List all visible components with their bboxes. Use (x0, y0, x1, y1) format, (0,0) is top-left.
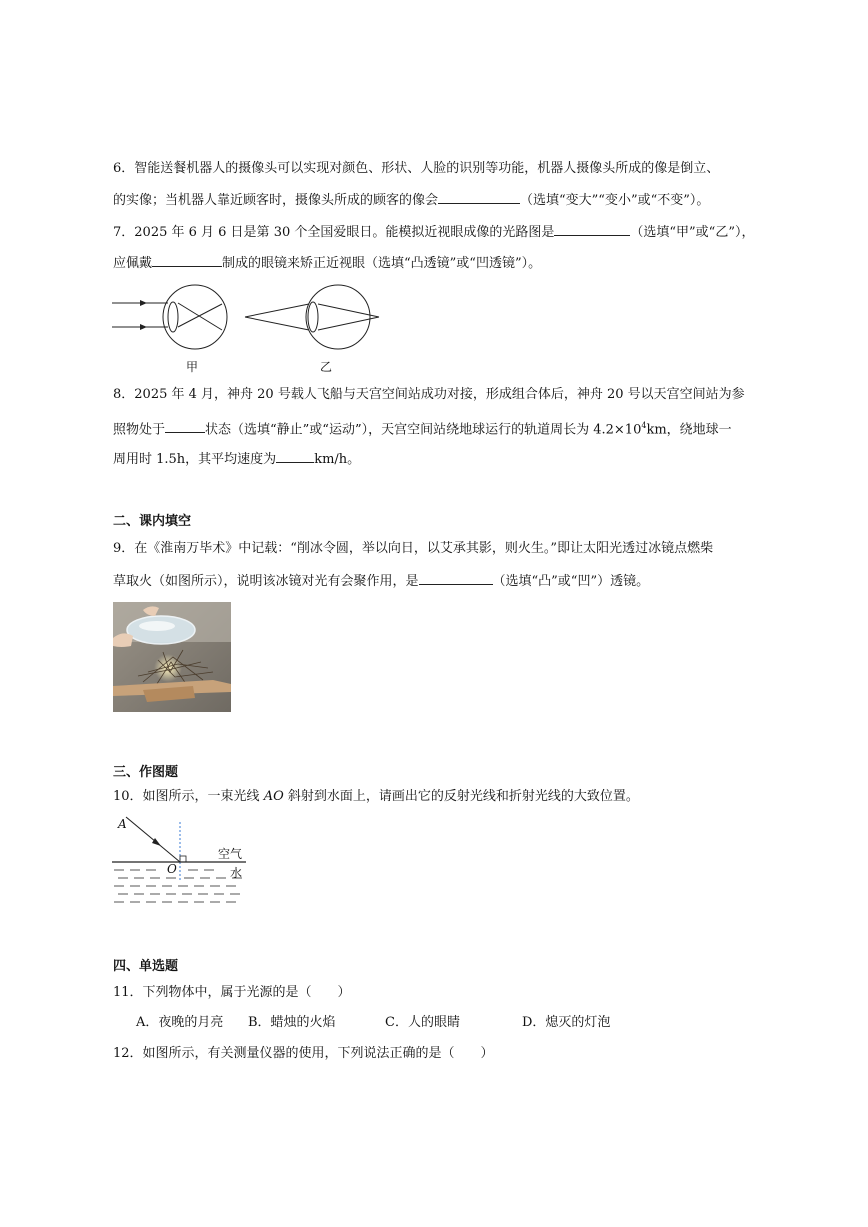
q9-line2 (113, 571, 649, 591)
eye-diagram-jia (110, 284, 240, 354)
label-point-o: O (167, 862, 177, 876)
q9-answer-blank[interactable] (419, 571, 493, 585)
label-air: 空气 (218, 847, 243, 861)
q7-answer-blank-2[interactable] (152, 253, 222, 267)
q7-answer-blank-1[interactable] (554, 222, 630, 236)
q8-text-c: km，绕地球一 (646, 422, 732, 438)
section-heading-2: 二、课内填空 (113, 514, 192, 529)
caption-jia: 甲 (186, 360, 199, 374)
q8-line2 (113, 417, 732, 439)
section-heading-4: 四、单选题 (113, 959, 179, 974)
q10-text-b: 斜射到水面上，请画出它的反射光线和折射光线的大致位置。 (283, 789, 639, 804)
q9-line1: 9．在《淮南万毕术》中记载：“削冰令圆，举以向日，以艾承其影，则火生。”即让太阳光透过冰镜点燃柴 (113, 541, 714, 556)
refraction-diagram (112, 812, 252, 912)
q11-option-c[interactable]: C．人的眼睛 (385, 1015, 460, 1030)
q7-line2 (113, 253, 541, 273)
q10-text-a: 10．如图所示，一束光线 (113, 789, 264, 804)
q6-text-b: （选填“变大”“变小”或“不变”）。 (520, 193, 710, 208)
ice-lens-photo (113, 602, 231, 712)
eye-diagram-yi (243, 284, 383, 354)
label-water: 水 (230, 866, 243, 880)
label-point-a: A (118, 817, 127, 831)
q7-text-b: （选填“甲”或“乙”）， (630, 225, 755, 240)
q12-stem: 12．如图所示，有关测量仪器的使用，下列说法正确的是（ ） (113, 1046, 494, 1061)
section-heading-3: 三、作图题 (113, 765, 179, 780)
q10-line1 (113, 788, 639, 806)
q8-text-d: 周用时 1.5h，其平均速度为 (113, 452, 277, 467)
q7-text-d: 制成的眼镜来矫正近视眼（选填“凸透镜”或“凹透镜”）。 (222, 256, 542, 271)
q6-line2 (113, 190, 709, 210)
q7-text-c: 应佩戴 (113, 256, 153, 271)
q7-line1 (113, 222, 754, 242)
q10-ray-label: AO (263, 789, 284, 804)
q7-text-a: 7．2025 年 6 月 6 日是第 30 个全国爱眼日。能模拟近视眼成像的光路图是 (113, 225, 555, 240)
q11-stem: 11．下列物体中，属于光源的是（ ） (113, 985, 351, 1000)
q8-answer-blank-1[interactable] (165, 419, 205, 433)
q11-option-a[interactable]: A．夜晚的月亮 (136, 1015, 224, 1030)
q8-answer-blank-2[interactable] (276, 449, 314, 463)
q9-text-a: 草取火（如图所示），说明该冰镜对光有会聚作用，是 (113, 574, 419, 589)
caption-yi: 乙 (320, 360, 333, 374)
q6-answer-blank[interactable] (438, 190, 520, 204)
q8-text-a: 照物处于 (113, 422, 166, 438)
q8-text-b: 状态（选填“静止”或“运动”），天宫空间站绕地球运行的轨道周长为 4.2×10 (205, 422, 642, 438)
q11-option-d[interactable]: D．熄灭的灯泡 (522, 1015, 611, 1030)
q8-line3 (113, 449, 360, 469)
q8-line1: 8．2025 年 4 月，神舟 20 号载人飞船与天宫空间站成功对接，形成组合体后，神舟 20 号以天宫空间站为参 (113, 387, 745, 402)
q9-text-b: （选填“凸”或“凹”）透镜。 (492, 574, 650, 589)
q6-text-a: 的实像；当机器人靠近顾客时，摄像头所成的顾客的像会 (113, 193, 439, 208)
q11-option-b[interactable]: B．蜡烛的火焰 (248, 1015, 336, 1030)
q8-text-e: km/h。 (314, 452, 361, 467)
q6-line1: 6．智能送餐机器人的摄像头可以实现对颜色、形状、人脸的识别等功能，机器人摄像头所成的像是倒立、 (113, 161, 720, 176)
q8-exponent: 4 (641, 421, 647, 430)
